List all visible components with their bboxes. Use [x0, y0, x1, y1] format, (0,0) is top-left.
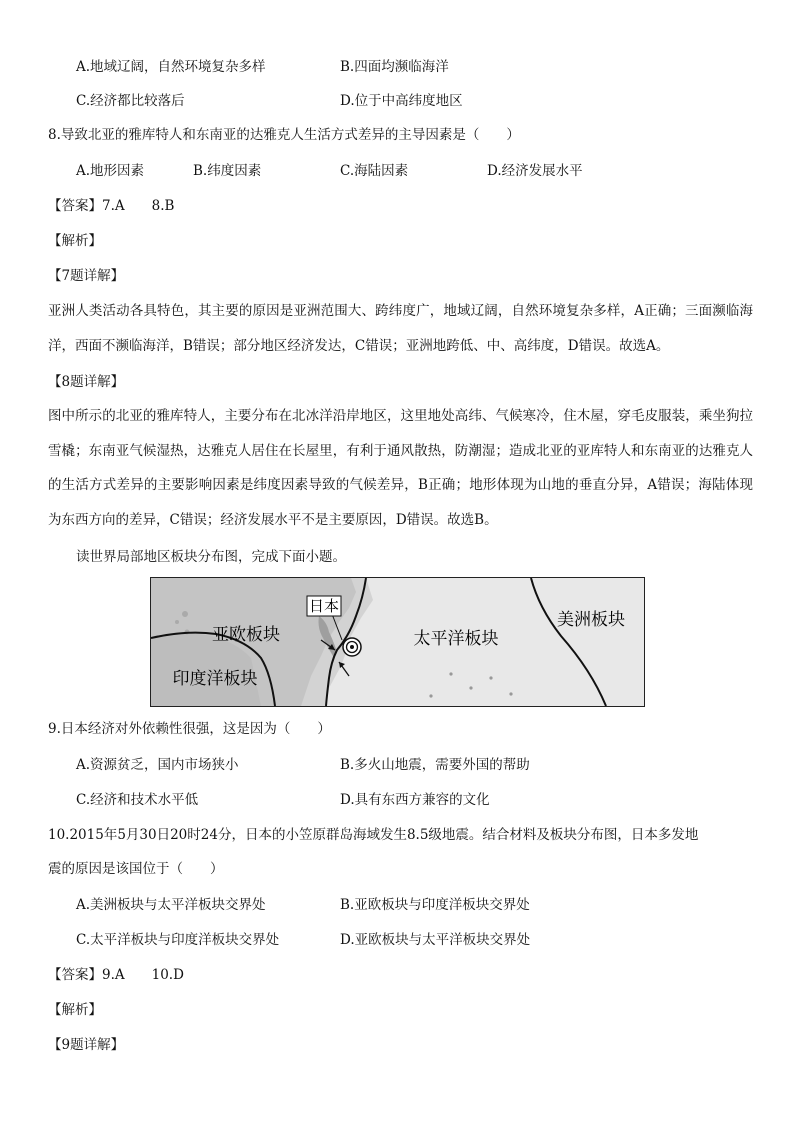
- q9-stem: 9.日本经济对外依赖性很强，这是因为（ ）: [48, 721, 331, 737]
- q10-option-a: A.美洲板块与太平洋板块交界处: [76, 897, 266, 913]
- label-american-plate: 美洲板块: [557, 610, 625, 630]
- q7-option-a: A.地域辽阔，自然环境复杂多样: [76, 59, 266, 75]
- q7-detail-text: 亚洲人类活动各具特色，其主要的原因是亚洲范围大、跨纬度广，地域辽阔，自然环境复杂多样，A正确；三面濒临海洋，西面不濒临海洋，B错误；部分地区经济发达，C错误；亚洲地跨低、中、高纬度，D错误。故选A。: [48, 303, 753, 354]
- plate-map: [150, 577, 645, 707]
- q10-stem-line1: 10.2015年5月30日20时24分，日本的小笠原群岛海域发生8.5级地震。结合材料及板块分布图，日本多发地: [48, 827, 699, 843]
- analysis-heading: 【解析】: [48, 233, 102, 249]
- answer-9-10: 【答案】9.A 10.D: [48, 967, 184, 983]
- q9-option-c: C.经济和技术水平低: [76, 792, 199, 808]
- label-pacific-plate: 太平洋板块: [413, 629, 499, 649]
- q7-option-b: B.四面均濒临海洋: [340, 59, 449, 75]
- q10-stem-line2: 震的原因是该国位于（ ）: [48, 861, 224, 877]
- analysis-heading-2: 【解析】: [48, 1002, 102, 1018]
- q8-stem: 8.导致北亚的雅库特人和东南亚的达雅克人生活方式差异的主导因素是（ ）: [48, 127, 520, 143]
- label-japan: 日本: [308, 597, 340, 615]
- q8-detail-heading: 【8题详解】: [48, 374, 125, 390]
- label-eurasian-plate: 亚欧板块: [212, 625, 280, 645]
- q9-option-d: D.具有东西方兼容的文化: [340, 792, 490, 808]
- q10-option-b: B.亚欧板块与印度洋板块交界处: [340, 897, 530, 913]
- q8-detail-text: 图中所示的北亚的雅库特人，主要分布在北冰洋沿岸地区，这里地处高纬、气候寒冷，住木屋，穿毛皮服装，乘坐狗拉雪橇；东南亚气候湿热，达雅克人居住在长屋里，有利于通风散热，防潮湿；造成北亚的亚库特人和东南亚的达雅克人的生活方式差异的主要影响因素是纬度因素导致的气候差异，B正确；地形体现为山地的垂直分异，A错误；海陆体现为东西方向的差异，C错误；经济发展水平不是主要原因，D错误。故选B。: [48, 408, 753, 528]
- q7-option-c: C.经济都比较落后: [76, 93, 185, 109]
- q10-option-c: C.太平洋板块与印度洋板块交界处: [76, 932, 280, 948]
- q8-option-d: D.经济发展水平: [487, 163, 583, 179]
- q7-option-d: D.位于中高纬度地区: [340, 93, 463, 109]
- q10-option-d: D.亚欧板块与太平洋板块交界处: [340, 932, 531, 948]
- q9-option-b: B.多火山地震，需要外国的帮助: [340, 757, 530, 773]
- answer-7-8: 【答案】7.A 8.B: [48, 198, 175, 214]
- label-indian-plate: 印度洋板块: [172, 669, 258, 689]
- instruction: 读世界局部地区板块分布图，完成下面小题。: [76, 549, 346, 565]
- q8-option-c: C.海陆因素: [340, 163, 409, 179]
- q7-detail-heading: 【7题详解】: [48, 268, 125, 284]
- q9-detail-heading: 【9题详解】: [48, 1037, 125, 1053]
- q8-option-a: A.地形因素: [76, 163, 145, 179]
- q9-option-a: A.资源贫乏，国内市场狭小: [76, 757, 239, 773]
- q8-option-b: B.纬度因素: [193, 163, 262, 179]
